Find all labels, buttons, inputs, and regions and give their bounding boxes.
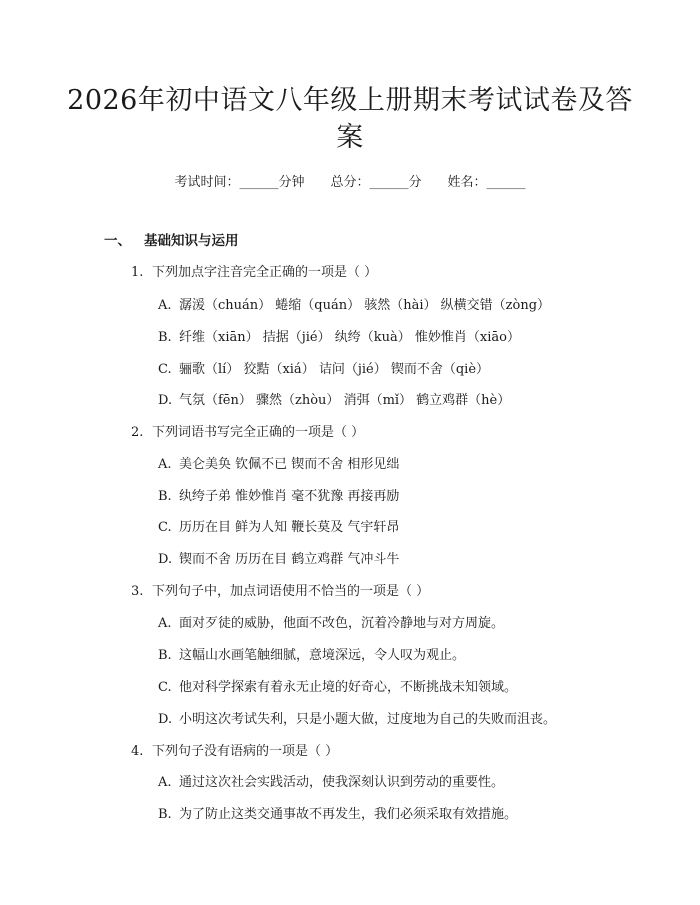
option-letter: D.: [158, 712, 173, 727]
question-2-option-b: [158, 485, 399, 504]
option-text: 通过这次社会实践活动，使我深刻认识到劳动的重要性。: [179, 775, 505, 790]
option-letter: A.: [158, 298, 172, 313]
question-1-option-c: [158, 358, 489, 377]
question-1-option-b: [158, 326, 520, 345]
option-letter: B.: [158, 648, 172, 663]
question-number: 1.: [131, 265, 144, 280]
option-letter: A.: [158, 457, 172, 472]
option-letter: D.: [158, 552, 173, 567]
option-text: 历历在目 鲜为人知 鞭长莫及 气宇轩昂: [179, 520, 400, 535]
option-letter: C.: [158, 362, 172, 377]
option-text: 为了防止这类交通事故不再发生，我们必须采取有效措施。: [179, 807, 518, 822]
question-3-option-d: [158, 708, 556, 727]
section-title: 基础知识与运用: [144, 233, 239, 249]
total-score-field: 总分：______分: [330, 175, 422, 190]
option-text: 他对科学探索有着永无止境的好奇心，不断挑战未知领域。: [179, 680, 518, 695]
option-text: 纨绔子弟 惟妙惟肖 毫不犹豫 再接再励: [179, 489, 400, 504]
question-text: 下列加点字注音完全正确的一项是（ ）: [152, 265, 378, 280]
question-4-option-a: [158, 771, 504, 790]
question-number: 2.: [131, 425, 144, 440]
option-text: 美仑美奂 钦佩不已 锲而不舍 相形见绌: [179, 457, 400, 472]
question-3-option-b: [158, 644, 465, 663]
option-text: 面对歹徒的威胁，他面不改色，沉着冷静地与对方周旋。: [179, 616, 505, 631]
question-1-option-a: [158, 294, 550, 313]
option-text: 气氛（fēn） 骤然（zhòu） 消弭（mǐ） 鹤立鸡群（hè）: [179, 393, 511, 408]
option-letter: A.: [158, 775, 172, 790]
question-text: 下列词语书写完全正确的一项是（ ）: [152, 425, 365, 440]
question-2-option-a: [158, 453, 399, 472]
question-1: [131, 261, 377, 280]
question-4-option-b: [158, 803, 517, 822]
question-1-option-d: [158, 389, 510, 408]
option-letter: C.: [158, 520, 172, 535]
option-letter: B.: [158, 330, 172, 345]
question-4: [131, 740, 338, 759]
section-number: 一、: [104, 233, 131, 249]
section-heading: [104, 229, 239, 249]
question-number: 3.: [131, 584, 144, 599]
option-letter: A.: [158, 616, 172, 631]
page-title: 2026年初中语文八年级上册期末考试试卷及答案: [67, 85, 633, 153]
option-text: 骊歌（lí） 狡黠（xiá） 诘问（jié） 锲而不舍（qiè）: [179, 362, 490, 377]
question-2: [131, 421, 364, 440]
option-text: 锲而不舍 历历在目 鹤立鸡群 气冲斗牛: [179, 552, 400, 567]
option-letter: B.: [158, 489, 172, 504]
question-number: 4.: [131, 744, 144, 759]
option-letter: C.: [158, 680, 172, 695]
exam-meta: [0, 171, 700, 190]
question-2-option-d: [158, 548, 399, 567]
option-text: 纤维（xiān） 拮据（jié） 纨绔（kuà） 惟妙惟肖（xiāo）: [179, 330, 520, 345]
option-text: 小明这次考试失利，只是小题大做，过度地为自己的失败而沮丧。: [179, 712, 557, 727]
question-3-option-c: [158, 676, 517, 695]
question-text: 下列句子中，加点词语使用不恰当的一项是（ ）: [152, 584, 430, 599]
exam-time-field: 考试时间：______分钟: [174, 175, 305, 190]
option-letter: B.: [158, 807, 172, 822]
option-text: 潺湲（chuán） 蜷缩（quán） 骇然（hài） 纵横交错（zòng）: [179, 298, 551, 313]
question-2-option-c: [158, 516, 399, 535]
option-letter: D.: [158, 393, 173, 408]
option-text: 这幅山水画笔触细腻，意境深远，令人叹为观止。: [179, 648, 466, 663]
question-text: 下列句子没有语病的一项是（ ）: [152, 744, 339, 759]
student-name-field: 姓名：______: [447, 175, 526, 190]
question-3: [131, 580, 429, 599]
question-3-option-a: [158, 612, 504, 631]
